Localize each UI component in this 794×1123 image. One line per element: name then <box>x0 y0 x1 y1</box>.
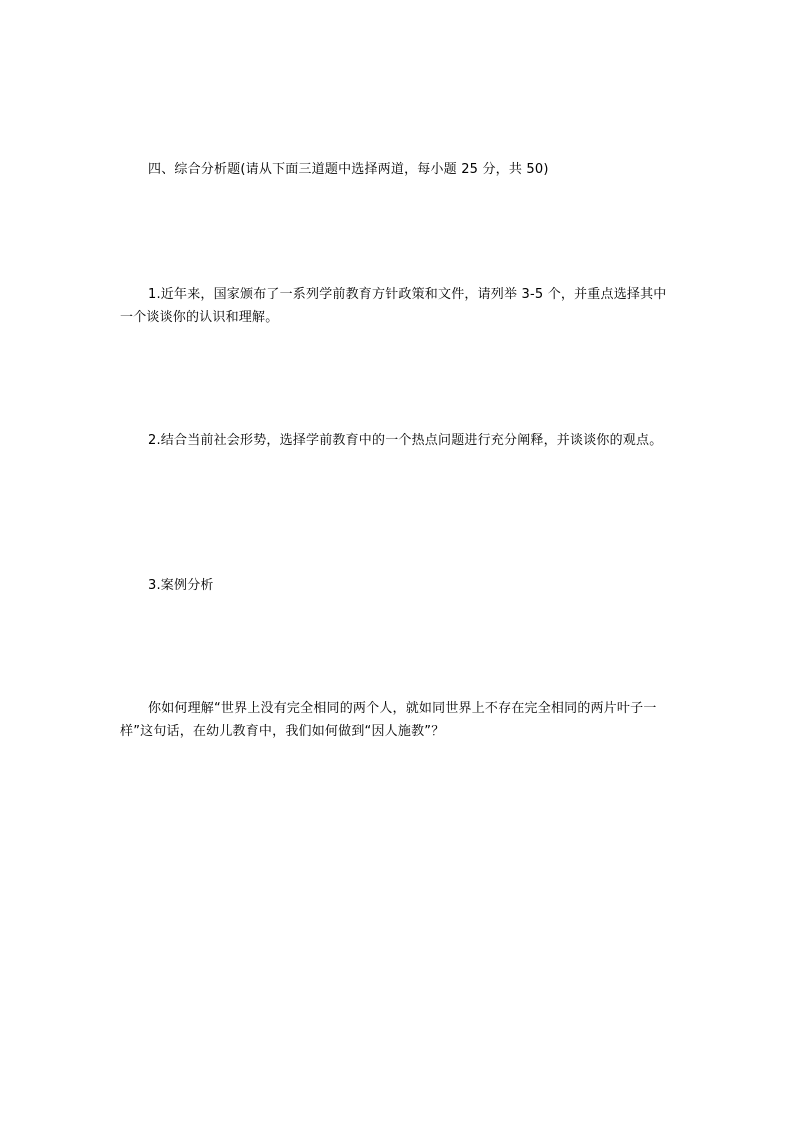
case-prompt: 你如何理解“世界上没有完全相同的两个人，就如同世界上不存在完全相同的两片叶子一样”这句话，在幼儿教育中，我们如何做到“因人施教”？ <box>120 701 657 739</box>
question-1: 1.近年来，国家颁布了一系列学前教育方针政策和文件，请列举 3-5 个，并重点选择其中一个谈谈你的认识和理解。 <box>120 287 667 325</box>
question-3: 3.案例分析 <box>148 578 214 593</box>
question-2: 2.结合当前社会形势，选择学前教育中的一个热点问题进行充分阐释，并谈谈你的观点。 <box>148 433 663 448</box>
section-heading: 四、综合分析题(请从下面三道题中选择两道，每小题 25 分，共 50) <box>148 162 549 177</box>
